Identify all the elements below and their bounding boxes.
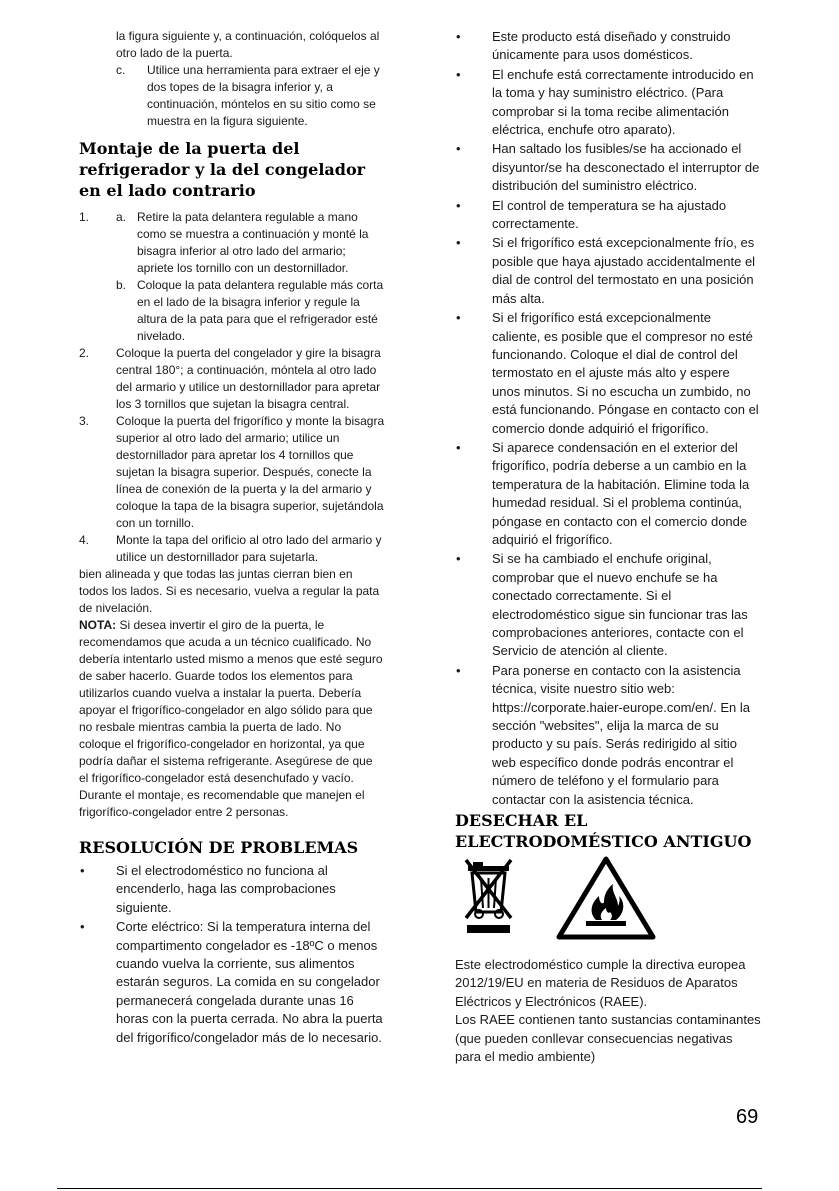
- disposal-paragraph: Este electrodoméstico cumple la directiva europea 2012/19/EU en materia de Residuos de Aparatos Eléctricos y Electrónicos (RAEE). Los RAEE contienen tanto sustancias contaminantes (que pueden conllevar consecuencias negativas para el medio ambiente): [455, 957, 761, 1065]
- step-2: 2. Coloque la puerta del congelador y gire la bisagra central 180°; a continuación, móntela al otro lado del armario y utilice un destornillador para apretar los 3 tornillos que sujetan la bisagra central.: [79, 346, 381, 411]
- step-1: 1. a. Retire la pata delantera regulable a mano como se muestra a continuación y monté la bisagra inferior al otro lado del armario; apriete los tornillo con un destornillador. b. Coloque la pata delantera regulable más corta en el lado de la bisagra inferior y regule la altura de la pata para que el refrigerador esté nivelado.: [79, 210, 384, 343]
- section-title-disposal: DESECHAR EL ELECTRODOMÉSTICO ANTIGUO: [455, 811, 752, 852]
- bullet-icon: •: [456, 551, 461, 567]
- bullet-icon: •: [80, 919, 85, 935]
- intro-substep-c: c. Utilice una herramienta para extraer el eje y dos topes de la bisagra inferior y, a continuación, móntelos en su sitio como se muestra en la figura siguiente.: [116, 63, 380, 128]
- intro-continuation: la figura siguiente y, a continuación, colóquelos al otro lado de la puerta. c. Utilice una herramienta para extraer el eje y dos topes de la bisagra inferior y, a continuación, móntelos en su sitio como se muestra en la figura siguiente.: [79, 28, 385, 130]
- list-item: • Corte eléctrico: Si la temperatura interna del compartimento congelador es -18ºC o menos cuando vuelva la corriente, sus alimentos estarán seguros. La comida en su congelador permanecerá congelada durante unas 16 horas con la puerta cerrada. No abra la puerta del frigorífico/congelador más de lo necesario.: [79, 918, 385, 1047]
- flammable-warning-icon: [556, 856, 656, 940]
- note-label: NOTA:: [79, 618, 117, 632]
- step-4: 4. Monte la tapa del orificio al otro lado del armario y utilice un destornillador para sujetarla.: [79, 533, 382, 564]
- substep-a: a. Retire la pata delantera regulable a mano como se muestra a continuación y monté la bisagra inferior al otro lado del armario; apriete los tornillo con un destornillador.: [116, 210, 369, 275]
- crossed-out-bin-icon: [461, 856, 516, 934]
- bullet-icon: •: [456, 66, 461, 82]
- right-column: [455, 28, 761, 1067]
- list-item: • Han saltado los fusibles/se ha accionado el disyuntor/se ha desconectado el interruptor de distribución del suministro eléctrico.: [455, 140, 761, 195]
- troubleshooting-bullets-left: [79, 862, 385, 1047]
- footer-rule: [57, 1188, 762, 1189]
- note-paragraph: NOTA: Si desea invertir el giro de la puerta, le recomendamos que acuda a un técnico cualificado. No debería intentarlo usted mismo a menos que esté seguro de saber hacerlo. Guarde todos los elementos para utilizarlos cuando vuelva a instalar la puerta. Debería apoyar el frigorífico-congelador en algo sólido para que no resbale mientras cambia la puerta de lado. No coloque el frigorífico-congelador en horizontal, ya que podría dañar el sistema refrigerante. Asegúrese de que el frigorífico-congelador está desenchufado y vacío. Durante el montaje, es recomendable que manejen el frigorífico-congelador entre 2 personas.: [79, 618, 383, 819]
- list-item: • Si aparece condensación en el exterior del frigorífico, podría deberse a un cambio en la temperatura de la habitación. Elimine toda la humedad residual. Si el problema continúa, póngase en contacto con el comercio donde adquirió el frigorífico.: [455, 439, 761, 549]
- disposal-icons: [455, 856, 761, 946]
- bullet-icon: •: [456, 141, 461, 157]
- left-column: [79, 28, 385, 1048]
- step-3: 3. Coloque la puerta del frigorífico y monte la bisagra superior al otro lado del armario; utilice un destornillador para apretar los 4 tornillos que sujetan la bisagra superior. Después, conecte la línea de conexión de la puerta y la del armario y coloque la tapa de la bisagra superior, sujetándola con un tornillo.: [79, 414, 385, 530]
- section-title-troubleshooting: RESOLUCIÓN DE PROBLEMAS: [79, 838, 359, 857]
- page-number: 69: [736, 1106, 759, 1128]
- list-item: • El enchufe está correctamente introducido en la toma y hay suministro eléctrico. (Para comprobar si la toma recibe alimentación eléctrica, enchufe otro aparato).: [455, 66, 761, 140]
- list-item: • Si se ha cambiado el enchufe original, comprobar que el nuevo enchufe se ha conectado correctamente. Si el electrodoméstico sigue sin funcionar tras las comprobaciones anteriores, contacte con el Servicio de atención al cliente.: [455, 550, 761, 660]
- substep-b: b. Coloque la pata delantera regulable más corta en el lado de la bisagra inferior y regule la altura de la pata para que el refrigerador esté nivelado.: [116, 278, 384, 343]
- troubleshooting-bullets-right: [455, 28, 761, 809]
- list-item: • Para ponerse en contacto con la asistencia técnica, visite nuestro sitio web: https://corporate.haier-europe.com/en/. En la sección "websites", elija la marca de su producto y su país. Serás redirigido al sitio web específico donde podrás encontrar el número de teléfono y el formulario para contactar con la asistencia técnica.: [455, 662, 761, 809]
- section-title-door-reversal: Montaje de la puerta del refrigerador y la del congelador en el lado contrario: [79, 139, 366, 200]
- bullet-icon: •: [456, 235, 461, 251]
- steps-list: [79, 209, 385, 566]
- list-item: • Si el frigorífico está excepcionalmente caliente, es posible que el compresor no esté funcionando. Coloque el dial de control del termostato en el ajuste más alto y espere unos minutos. Si no escucha un zumbido, no está funcionando. Póngase en contacto con el comercio donde adquirió el frigorífico.: [455, 309, 761, 438]
- list-item: • Si el electrodoméstico no funciona al encenderlo, haga las comprobaciones siguiente.: [79, 862, 385, 917]
- list-item: • El control de temperatura se ha ajustado correctamente.: [455, 197, 761, 234]
- list-item: • Este producto está diseñado y construido únicamente para usos domésticos.: [455, 28, 761, 65]
- list-item: • Si el frigorífico está excepcionalmente frío, es posible que haya ajustado accidentalmente el dial de control del termostato en una posición más alta.: [455, 234, 761, 308]
- bullet-icon: •: [456, 662, 461, 678]
- bullet-icon: •: [80, 863, 85, 878]
- bullet-icon: •: [456, 29, 461, 44]
- bullet-icon: •: [456, 439, 461, 455]
- alignment-paragraph: bien alineada y que todas las juntas cierran bien en todos los lados. Si es necesario, vuelva a regular la pata de nivelación.: [79, 567, 380, 615]
- bullet-icon: •: [456, 197, 461, 213]
- bullet-icon: •: [456, 310, 461, 326]
